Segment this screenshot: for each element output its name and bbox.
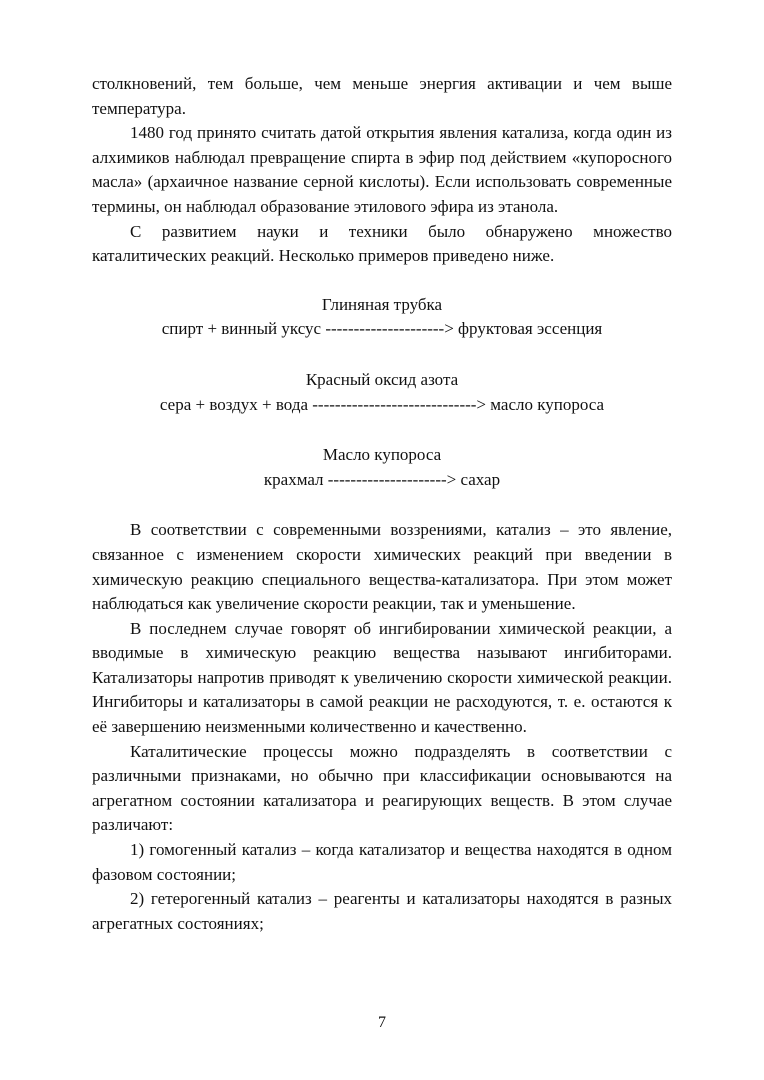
list-item-homogeneous: 1) гомогенный катализ – когда катализатор и вещества находятся в одном фазовом состоянии;	[92, 840, 672, 884]
reaction-equation: спирт + винный уксус ---------------------> фруктовая эссенция	[161, 319, 603, 339]
paragraph-continuation: столкновений, тем больше, чем меньше энергия активации и чем выше температура.	[92, 74, 672, 118]
list-item-heterogeneous: 2) гетерогенный катализ – реагенты и катализаторы находятся в разных агрегатных состояниях;	[92, 889, 672, 933]
paragraph-definition: В соответствии с современными воззрениями, катализ – это явление, связанное с изменением скорости химических реакций при введении в химическую реакцию специального вещества-катализатора. При этом может наблюдаться как увеличение скорости реакции, так и уменьшение.	[92, 520, 672, 614]
paragraph-classification: Каталитические процессы можно подразделять в соответствии с различными признаками, но обычно при классификации основываются на агрегатном состоянии катализатора и реагирующих веществ. В этом случае различают:	[92, 741, 672, 835]
paragraph-examples-intro: С развитием науки и техники было обнаружено множество каталитических реакций. Несколько примеров приведено ниже.	[92, 221, 672, 266]
paragraph-history: 1480 год принято считать датой открытия явления катализа, когда один из алхимиков наблюдал превращение спирта в эфир под действием «купоросного масла» (архаичное название серной кислоты). Если использовать современные термины, он наблюдал образование этилового эфира из этанола.	[92, 123, 672, 216]
reaction-example-2	[92, 368, 672, 417]
document-page	[92, 72, 672, 936]
reaction-catalyst: Глиняная трубка	[321, 294, 443, 314]
paragraph-inhibitors: В последнем случае говорят об ингибировании химической реакции, а вводимые в химическую реакцию вещества называют ингибиторами. Катализаторы напротив приводят к увеличению скорости химической реакции. Ингибиторы и катализаторы в самой реакции не расходуются, т. е. остаются к её завершению неизменными количественно и качественно.	[92, 618, 672, 737]
reaction-catalyst: Красный оксид азота	[305, 369, 459, 389]
reaction-example-3	[92, 443, 672, 492]
reaction-catalyst: Масло купороса	[322, 445, 442, 465]
reaction-equation: крахмал ---------------------> сахар	[263, 469, 501, 489]
reaction-example-1	[92, 293, 672, 342]
page-number: 7	[378, 1014, 386, 1031]
reaction-equation: сера + воздух + вода -----------------------------> масло купороса	[159, 394, 605, 414]
